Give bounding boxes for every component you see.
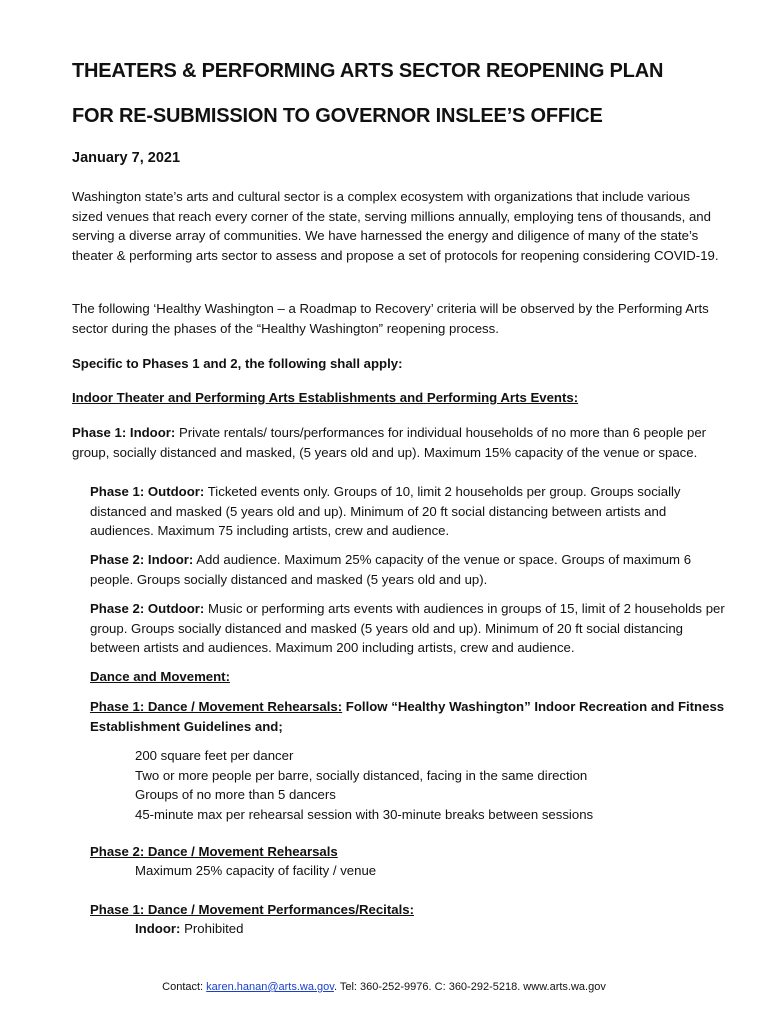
footer-contact-details: . Tel: 360-252-9976. C: 360-292-5218. www.arts.wa.gov bbox=[333, 981, 606, 993]
list-item: Groups of no more than 5 dancers bbox=[135, 787, 336, 802]
phase1-outdoor-label: Phase 1: Outdoor: bbox=[90, 484, 205, 499]
phase2-outdoor-text: Music or performing arts events with audiences in groups of 15, limit of 2 households per group. Groups socially distanced and masked (5 years old and up). Minimum of 20 ft social distancing between artists and audiences. Maximum 200 including artists, crew and audience. bbox=[90, 601, 725, 655]
dance-performance-phase1-heading: Phase 1: Dance / Movement Performances/Recitals: bbox=[90, 902, 414, 917]
phase2-outdoor-item bbox=[90, 599, 730, 658]
list-item: 200 square feet per dancer bbox=[135, 748, 294, 763]
document-title: THEATERS & PERFORMING ARTS SECTOR REOPENING PLAN bbox=[72, 60, 664, 82]
dance-rehearsal-phase1-text: Follow “Healthy Washington” Indoor Recreation and Fitness Establishment Guidelines and; bbox=[90, 699, 725, 734]
footer-contact-label: Contact: bbox=[162, 981, 207, 993]
dance-rules-list bbox=[135, 746, 593, 824]
dance-rehearsal-phase2-text: Maximum 25% capacity of facility / venue bbox=[135, 863, 377, 878]
contact-email-link[interactable]: karen.hanan@arts.wa.gov bbox=[206, 981, 334, 993]
phase2-indoor-label: Phase 2: Indoor: bbox=[90, 552, 194, 567]
criteria-paragraph: The following ‘Healthy Washington – a Roadmap to Recovery’ criteria will be observed by the Performing Arts sector during the phases of the “Healthy Washington” reopening process. bbox=[72, 301, 709, 336]
phase1-indoor-item bbox=[72, 423, 724, 462]
phase1-outdoor-item bbox=[90, 482, 730, 541]
list-item: Two or more people per barre, socially distanced, facing in the same direction bbox=[135, 767, 588, 783]
dance-performance-indoor-text: Prohibited bbox=[180, 921, 244, 936]
indoor-section-heading: Indoor Theater and Performing Arts Establishments and Performing Arts Events: bbox=[72, 390, 579, 405]
page-footer bbox=[0, 981, 768, 993]
phases-heading: Specific to Phases 1 and 2, the following shall apply: bbox=[72, 356, 403, 371]
intro-paragraph: Washington state’s arts and cultural sector is a complex ecosystem with organizations that include various sized venues that reach every corner of the state, serving millions annually, employing tens of thousands, and serving a diverse array of communities. We have harnessed the energy and diligence of many of the state’s theater & performing arts sector to assess and propose a set of protocols for reopening considering COVID-19. bbox=[72, 189, 719, 263]
phase2-indoor-text: Add audience. Maximum 25% capacity of the venue or space. Groups of maximum 6 people. Groups socially distanced and masked (5 years old and up). bbox=[90, 552, 692, 587]
phase2-indoor-item bbox=[90, 550, 730, 589]
dance-performance-indoor-label: Indoor: bbox=[135, 921, 181, 936]
dance-heading: Dance and Movement: bbox=[90, 669, 230, 684]
document-subtitle: FOR RE-SUBMISSION TO GOVERNOR INSLEE’S OFFICE bbox=[72, 105, 603, 127]
phase1-indoor-text: Private rentals/ tours/performances for individual households of no more than 6 people per group, socially distanced and masked, (5 years old and up). Maximum 15% capacity of the venue or space. bbox=[72, 425, 707, 460]
dance-rehearsal-phase2-heading: Phase 2: Dance / Movement Rehearsals bbox=[90, 844, 338, 859]
dance-performance-indoor bbox=[135, 921, 243, 936]
document-date: January 7, 2021 bbox=[72, 150, 181, 166]
phase1-indoor-label: Phase 1: Indoor: bbox=[72, 425, 176, 440]
dance-rehearsal-phase1 bbox=[90, 697, 730, 736]
list-item: 45-minute max per rehearsal session with 30-minute breaks between sessions bbox=[135, 806, 594, 822]
dance-rehearsal-phase1-label: Phase 1: Dance / Movement Rehearsals: bbox=[90, 699, 343, 714]
phase1-outdoor-text: Ticketed events only. Groups of 10, limit 2 households per group. Groups socially distanced and masked (5 years old and up). Minimum of 20 ft social distancing between artists and audiences. Maximum 75 including artists, crew and audience. bbox=[90, 484, 681, 538]
phase2-outdoor-label: Phase 2: Outdoor: bbox=[90, 601, 205, 616]
